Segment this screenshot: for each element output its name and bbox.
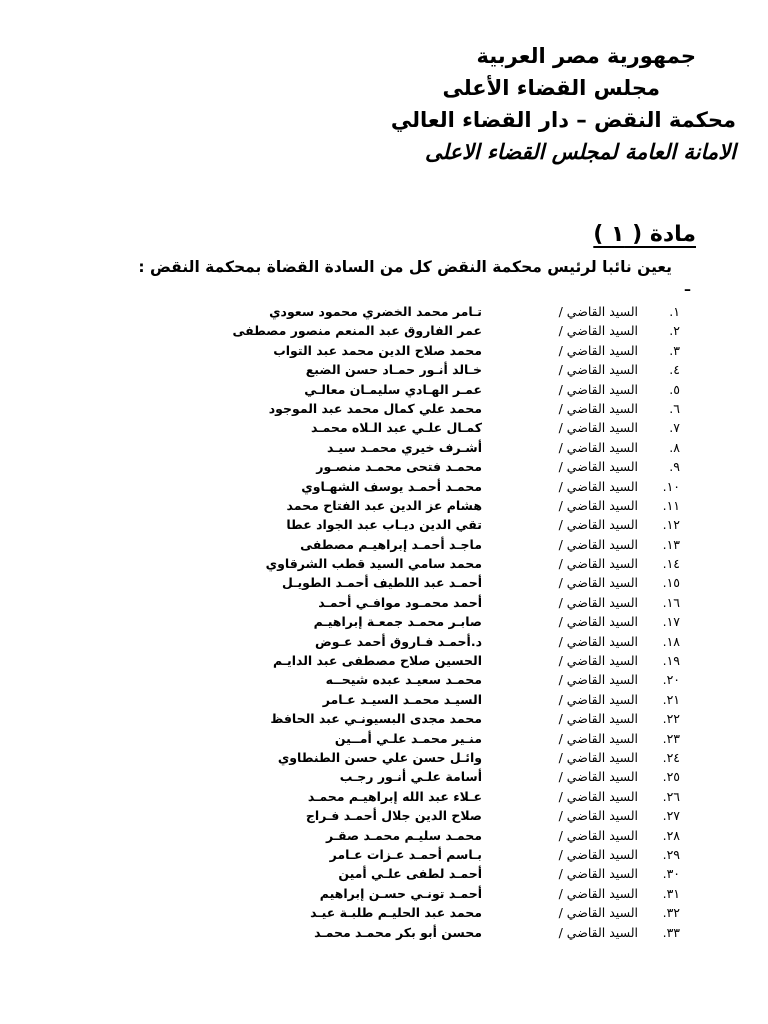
list-item-number: ٣١. (662, 885, 680, 901)
list-item-title: السيد القاضي / (558, 749, 638, 765)
list-item-number: ١٣. (662, 536, 680, 552)
list-item-name: أشـرف خيري محمـد سيـد (326, 439, 482, 455)
list-item-title: السيد القاضي / (558, 342, 638, 358)
list-item (0, 653, 768, 672)
list-item-name: خـالد أنـور حمـاد حسن الضبع (305, 362, 482, 378)
list-item-name: صلاح الدين جلال أحمـد فـراج (305, 808, 482, 824)
list-item-title: السيد القاضي / (558, 614, 638, 630)
list-item-name: محمـد فتحى محمـد منصـور (316, 459, 482, 475)
list-item-name: وائـل حسن علي حسن الطنطاوي (277, 749, 482, 765)
list-item-name: محمد صلاح الدين محمد عبد التواب (273, 342, 482, 358)
list-item-name: بـاسم أحمـد عـزات عـامر (329, 846, 482, 862)
list-item-number: ٢٠. (662, 672, 680, 688)
list-item (0, 692, 768, 711)
list-item-number: ٤. (669, 362, 680, 378)
list-item-name: محمـد أحمـد يوسف الشهـاوي (301, 478, 482, 494)
list-item (0, 556, 768, 575)
list-item-number: ٨. (669, 439, 680, 455)
list-item-number: ٧. (669, 420, 680, 436)
list-item-title: السيد القاضي / (558, 788, 638, 804)
article-intro: يعين نائبا لرئيس محكمة النقض كل من السادة القضاة بمحكمة النقض : (138, 258, 672, 276)
letterhead (316, 40, 736, 168)
list-item (0, 925, 768, 944)
list-item (0, 731, 768, 750)
header-council: مجلس القضاء الأعلى (442, 76, 660, 100)
list-item-name: محسن أبو بكر محمـد محمـد (314, 924, 482, 940)
list-item-title: السيد القاضي / (558, 304, 638, 319)
list-item-number: ١٨. (662, 633, 680, 649)
list-item-number: ٩. (669, 459, 680, 475)
list-item-name: محمد سامي السيد قطب الشرقاوي (265, 556, 482, 572)
list-item (0, 711, 768, 730)
list-item-name: محمـد سعيـد عبده شيحــه (325, 672, 482, 688)
list-item-title: السيد القاضي / (558, 711, 638, 727)
list-item-title: السيد القاضي / (558, 400, 638, 416)
list-item (0, 905, 768, 924)
list-item-number: ٢٨. (662, 827, 680, 843)
list-item-title: السيد القاضي / (558, 478, 638, 494)
list-item-name: محمد علي كمال محمد عبد الموجود (268, 400, 482, 416)
list-item-name: محمد مجدى البسيونـي عبد الحافظ (270, 711, 482, 727)
list-item-name: محمـد سليـم محمـد صقـر (326, 827, 482, 843)
list-item-number: ٢. (669, 323, 680, 339)
article-title: مادة ( ١ ) (593, 222, 696, 247)
list-item-number: ٢٩. (662, 846, 680, 862)
list-item (0, 866, 768, 885)
list-item-name: محمد عبد الحليـم طلبـة عيـد (310, 905, 482, 921)
list-item (0, 595, 768, 614)
list-item (0, 672, 768, 691)
list-item-name: منـير محمـد علـي أمــين (334, 730, 482, 746)
list-item-title: السيد القاضي / (558, 517, 638, 533)
list-item-number: ٢٥. (662, 769, 680, 785)
list-item-title: السيد القاضي / (558, 381, 638, 397)
list-item-title: السيد القاضي / (558, 459, 638, 475)
list-item-title: السيد القاضي / (558, 633, 638, 649)
list-item (0, 382, 768, 401)
list-item-name: هشام عز الدين عبد الفتاح محمد (286, 497, 482, 513)
list-item (0, 634, 768, 653)
list-item-number: ١٥. (662, 575, 680, 591)
list-item (0, 614, 768, 633)
list-item-number: ٣٣. (662, 924, 680, 940)
list-item (0, 750, 768, 769)
list-item (0, 517, 768, 536)
list-item-title: السيد القاضي / (558, 691, 638, 707)
list-item (0, 304, 768, 323)
list-item-name: عمـر الهـادي سليمـان معالـي (304, 381, 482, 397)
list-item-title: السيد القاضي / (558, 866, 638, 882)
list-item-title: السيد القاضي / (558, 420, 638, 436)
list-item (0, 847, 768, 866)
list-item-number: ٥. (669, 381, 680, 397)
list-item (0, 886, 768, 905)
list-item-name: أحمد محمـود موافـي أحمـد (318, 594, 482, 610)
list-item (0, 362, 768, 381)
list-item-title: السيد القاضي / (558, 808, 638, 824)
list-item-name: عـلاء عبد الله إبراهيـم محمـد (307, 788, 482, 804)
list-item-name: أحمـد عبد اللطيف أحمـد الطويـل (282, 575, 482, 591)
list-item-number: ١٠. (662, 478, 680, 494)
list-item-name: كمـال علـي عبد الـلاه محمـد (310, 420, 482, 436)
list-item-name: السيـد محمـد السيـد عـامر (322, 691, 482, 707)
list-item-number: ١. (669, 304, 680, 319)
list-item-title: السيد القاضي / (558, 730, 638, 746)
list-item (0, 808, 768, 827)
list-item-name: الحسين صلاح مصطفى عبد الدايـم (272, 653, 482, 669)
list-item-name: تـامر محمد الخضري محمود سعودي (269, 304, 482, 319)
list-item-title: السيد القاضي / (558, 827, 638, 843)
list-item-number: ١٧. (662, 614, 680, 630)
list-item-name: ماجـد أحمـد إبراهيـم مصطفى (300, 536, 482, 552)
list-item-title: السيد القاضي / (558, 536, 638, 552)
list-item-title: السيد القاضي / (558, 439, 638, 455)
header-court: محكمة النقض – دار القضاء العالي (390, 108, 736, 132)
list-item-number: ٢٢. (662, 711, 680, 727)
list-item (0, 343, 768, 362)
list-item (0, 828, 768, 847)
list-item-title: السيد القاضي / (558, 885, 638, 901)
list-item-title: السيد القاضي / (558, 362, 638, 378)
list-item (0, 479, 768, 498)
list-item (0, 459, 768, 478)
list-item-title: السيد القاضي / (558, 905, 638, 921)
list-item-number: ١٩. (662, 653, 680, 669)
list-item (0, 323, 768, 342)
list-item-name: د.أحمـد فـاروق أحمد عـوض (314, 633, 482, 649)
list-item-title: السيد القاضي / (558, 497, 638, 513)
list-item-number: ١١. (662, 497, 680, 513)
list-item-number: ٣٢. (662, 905, 680, 921)
list-item-number: ٢٣. (662, 730, 680, 746)
list-item (0, 420, 768, 439)
list-item-name: تقي الدين ديـاب عبد الجواد عطا (286, 517, 482, 533)
list-item-number: ٢٤. (662, 749, 680, 765)
list-item-name: عمر الفاروق عبد المنعم منصور مصطفى (232, 323, 482, 339)
list-item-title: السيد القاضي / (558, 846, 638, 862)
list-item (0, 498, 768, 517)
list-item-number: ١٦. (662, 594, 680, 610)
list-item (0, 575, 768, 594)
list-item (0, 789, 768, 808)
list-item-title: السيد القاضي / (558, 769, 638, 785)
list-item-title: السيد القاضي / (558, 672, 638, 688)
list-item-title: السيد القاضي / (558, 575, 638, 591)
list-item-name: أحمـد لطفى علـي أمين (338, 866, 482, 882)
list-item (0, 401, 768, 420)
list-item-name: أسامة علـي أنـور رجـب (339, 769, 482, 785)
header-country: جمهورية مصر العربية (476, 44, 696, 68)
list-item (0, 440, 768, 459)
list-item-title: السيد القاضي / (558, 594, 638, 610)
list-item (0, 769, 768, 788)
list-item-name: أحمـد تونـي حسـن إبراهيم (319, 885, 482, 901)
list-item-number: ٦. (669, 400, 680, 416)
list-item-title: السيد القاضي / (558, 653, 638, 669)
list-item-number: ٢١. (662, 691, 680, 707)
list-item-number: ١٢. (662, 517, 680, 533)
list-item-title: السيد القاضي / (558, 924, 638, 940)
list-item-title: السيد القاضي / (558, 323, 638, 339)
intro-dash: – (684, 282, 691, 298)
list-item (0, 537, 768, 556)
list-item-number: ٣٠. (662, 866, 680, 882)
header-secretariat: الامانة العامة لمجلس القضاء الاعلى (424, 140, 736, 164)
list-item-number: ٢٧. (662, 808, 680, 824)
list-item-title: السيد القاضي / (558, 556, 638, 572)
list-item-number: ١٤. (662, 556, 680, 572)
list-item-number: ٢٦. (662, 788, 680, 804)
list-item-name: صابـر محمـد جمعـة إبراهيـم (313, 614, 482, 630)
judges-list (0, 304, 768, 944)
list-item-number: ٣. (669, 342, 680, 358)
